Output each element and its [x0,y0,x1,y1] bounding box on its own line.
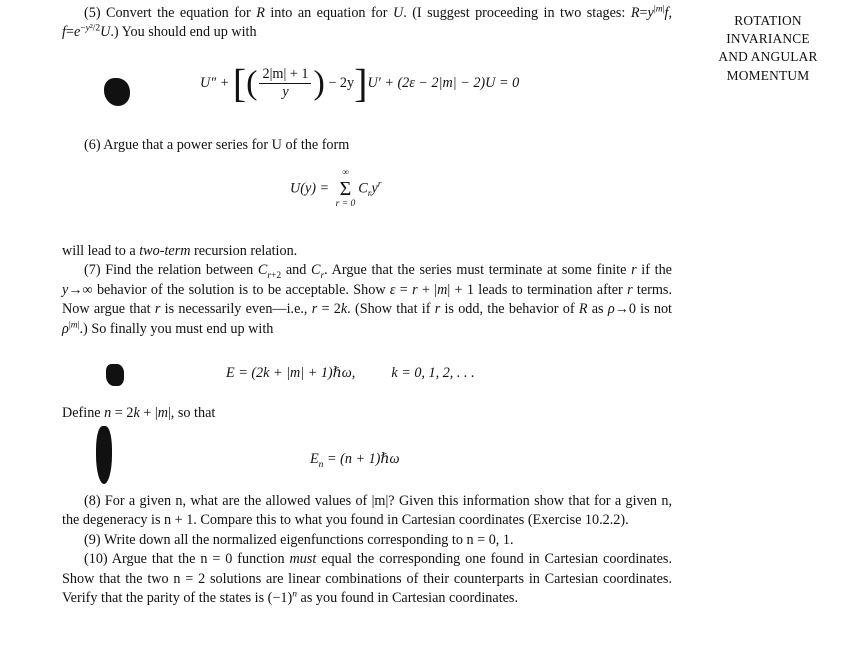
summation-sign: ∞ Σ r = 0 [335,168,356,209]
equation-power-series: U(y) = ∞ Σ r = 0 $C_ry^r$ [290,168,382,209]
exercise-step-9: (9) Write down all the normalized eigenfunctions corresponding to n = 0, 1. [84,531,514,548]
equation-energy-n: $E_n = (n$ + 1)ℏω [310,451,400,470]
exercise-text [62,492,672,608]
exercise-text [62,136,672,155]
ink-blot-mark [106,364,124,386]
exercise-text [62,4,672,43]
equation-radial-u: U″ + [( $\frac{2|m| + 1}{y}$ ) − 2y]U′ + (2ε − 2|m| − 2)U = 0 [200,60,520,106]
equation-energy-k: E = (2k + |m| + 1)ℏω, k = 0, 1, 2, . . . [226,365,475,381]
running-head-line: INVARIANCE [726,31,810,47]
ink-blot-mark [104,78,130,106]
exercise-step-6-conclusion: will lead to a two-term recursion relation. [62,243,298,259]
exercise-step-7: (7) Find the relation between $C_{r+2}$ and $C_r$. Argue that the series must terminate at some finite r if the y→∞ behavior of the solution is to be acceptable. Show ε = r + |m| + 1 leads to termination after r terms. Now argue that r is necessarily even—i.e., r = 2k. (Show that if r is odd, the behavior of R as ρ→0 is not $\rho^{|m|}$.) So finally you must end up with [62,262,672,337]
definition-n: Define n = 2k + |m|, so that [62,405,216,421]
exercise-step-10: (10) Argue that the n = 0 function must equal the corresponding one found in Cartesian coordinates. Show that the two n = 2 solutions are linear combinations of their counterparts in Cartesian coordinates. Verify that the parity of the states is $(-1)^n$ as you found in Cartesian coordinates. [62,551,672,607]
running-head-line: AND ANGULAR [718,49,818,65]
chapter-running-head [708,12,828,85]
exercise-step-6: (6) Argue that a power series for U of the form [84,137,350,153]
exercise-step-8: (8) For a given n, what are the allowed values of |m|? Given this information show that for a given n, the degeneracy is n + 1. Compare this to what you found in Cartesian coordinates (Exercise 10.2.2). [62,493,672,529]
exercise-text [62,242,672,339]
exercise-text [62,404,672,423]
running-head-line: MOMENTUM [726,67,810,83]
fraction: $\frac{2|m| + 1}{y}$ [259,66,311,101]
exercise-step-5: (5) Convert the equation for R into an equation for U. (I suggest proceeding in two stages: $R=y^{|m|}f$, $f=e^{-y^2/2}U$.) You should end up with [62,4,673,41]
running-head-line: ROTATION [734,13,802,28]
ink-blot-mark [96,426,112,484]
